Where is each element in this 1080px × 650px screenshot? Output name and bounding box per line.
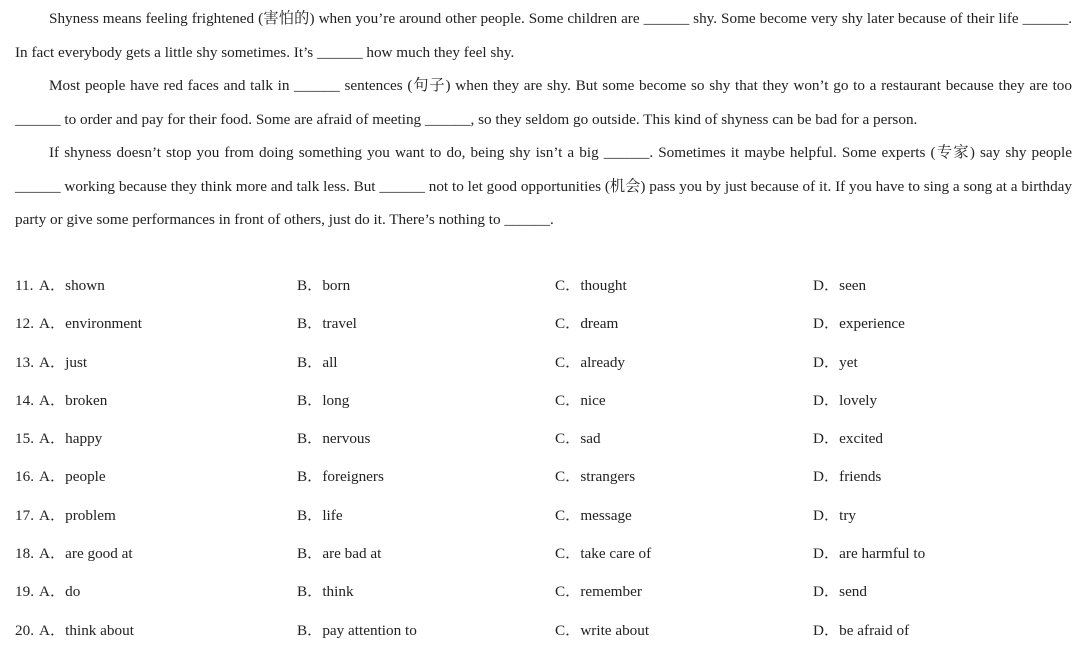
- option-text: environment: [65, 315, 142, 333]
- passage-paragraph-1: Shyness means feeling frightened (害怕的) when you’re around other people. Some children are ______ shy. Some become very shy later because of their life ______. In fact everybody gets a little shy sometimes. It’s ______ how much they feel shy.: [15, 10, 1072, 61]
- option-letter: A．: [39, 506, 66, 524]
- option-d[interactable]: [813, 267, 866, 305]
- option-a[interactable]: [39, 267, 105, 305]
- option-text: lovely: [839, 391, 878, 409]
- option-text: nice: [580, 391, 606, 409]
- option-letter: B．: [297, 277, 323, 294]
- question-row: [15, 382, 1072, 420]
- question-row: [15, 573, 1072, 611]
- option-letter: D．: [813, 583, 840, 601]
- option-letter: C．: [555, 391, 581, 409]
- question-number: 17.: [15, 506, 34, 524]
- question-number: 13.: [15, 353, 34, 371]
- option-text: take care of: [580, 545, 652, 563]
- option-letter: C．: [555, 468, 581, 486]
- option-d[interactable]: [813, 344, 858, 382]
- option-b[interactable]: [297, 382, 349, 420]
- option-text: try: [839, 506, 857, 524]
- option-text: write about: [580, 621, 650, 639]
- option-letter: D．: [813, 621, 840, 639]
- option-c[interactable]: [555, 344, 625, 382]
- option-text: dream: [580, 315, 619, 333]
- option-text: born: [322, 277, 351, 294]
- option-text: be afraid of: [839, 621, 910, 639]
- option-b[interactable]: [297, 535, 381, 573]
- option-a[interactable]: [39, 573, 80, 611]
- option-letter: A．: [39, 315, 66, 333]
- question-row: [15, 458, 1072, 496]
- option-letter: C．: [555, 315, 581, 333]
- question-number: 16.: [15, 468, 34, 486]
- option-letter: C．: [555, 545, 581, 563]
- option-text: think about: [65, 621, 134, 639]
- option-letter: C．: [555, 277, 581, 294]
- option-letter: A．: [39, 583, 66, 601]
- option-d[interactable]: [813, 458, 881, 496]
- option-letter: C．: [555, 353, 581, 371]
- option-b[interactable]: [297, 305, 357, 343]
- option-a[interactable]: [39, 497, 116, 535]
- option-letter: B．: [297, 353, 323, 371]
- passage-paragraph-3: If shyness doesn’t stop you from doing something you want to do, being shy isn’t a big ______. Sometimes it maybe helpful. Some experts (专家) say shy people ______ working because they think more and talk less. But ______ not to let good opportunities (机会) pass you by just because of it. If you have to sing a song at a birthday party or give some performances in front of others, just do it. There’s nothing to ______.: [15, 144, 1072, 228]
- option-c[interactable]: [555, 458, 635, 496]
- option-text: excited: [839, 430, 884, 448]
- option-letter: B．: [297, 430, 323, 448]
- option-a[interactable]: [39, 382, 107, 420]
- question-row: [15, 420, 1072, 458]
- option-letter: D．: [813, 545, 840, 563]
- option-letter: D．: [813, 391, 840, 409]
- option-c[interactable]: [555, 267, 627, 305]
- option-text: send: [839, 583, 867, 601]
- option-a[interactable]: [39, 305, 142, 343]
- option-text: are good at: [65, 545, 133, 563]
- option-b[interactable]: [297, 573, 354, 611]
- question-number: 12.: [15, 315, 34, 333]
- option-letter: B．: [297, 506, 323, 524]
- question-number: 11.: [15, 277, 34, 294]
- option-letter: D．: [813, 353, 840, 371]
- option-c[interactable]: [555, 305, 618, 343]
- option-text: message: [580, 506, 632, 524]
- option-a[interactable]: [39, 420, 102, 458]
- option-text: are bad at: [322, 545, 382, 563]
- option-a[interactable]: [39, 535, 133, 573]
- option-a[interactable]: [39, 612, 134, 650]
- option-text: remember: [580, 583, 642, 601]
- option-letter: D．: [813, 430, 840, 448]
- option-d[interactable]: [813, 535, 925, 573]
- option-letter: D．: [813, 468, 840, 486]
- option-text: broken: [65, 391, 108, 409]
- option-text: travel: [322, 315, 357, 333]
- option-c[interactable]: [555, 612, 649, 650]
- option-text: are harmful to: [839, 545, 926, 563]
- option-d[interactable]: [813, 497, 856, 535]
- option-text: do: [65, 583, 81, 601]
- passage-paragraph-2: Most people have red faces and talk in ______ sentences (句子) when they are shy. But some become so shy that they won’t go to a restaurant because they are too ______ to order and pay for their food. Some are afraid of meeting ______, so they seldom go outside. This kind of shyness can be bad for a person.: [15, 77, 1072, 128]
- question-number: 20.: [15, 621, 34, 639]
- option-letter: D．: [813, 277, 840, 294]
- question-number: 19.: [15, 583, 34, 601]
- option-letter: C．: [555, 430, 581, 448]
- option-text: already: [580, 353, 626, 371]
- option-text: pay attention to: [322, 621, 417, 639]
- option-c[interactable]: [555, 382, 606, 420]
- option-text: friends: [839, 468, 882, 486]
- option-letter: D．: [813, 315, 840, 333]
- question-row: [15, 535, 1072, 573]
- option-text: experience: [839, 315, 905, 333]
- question-row: [15, 612, 1072, 650]
- option-b[interactable]: [297, 458, 384, 496]
- cloze-passage: [15, 2, 1072, 237]
- option-b[interactable]: [297, 497, 343, 535]
- option-text: just: [65, 353, 88, 371]
- question-row: [15, 344, 1072, 382]
- option-text: thought: [580, 277, 627, 294]
- option-b[interactable]: [297, 420, 370, 458]
- option-letter: A．: [39, 277, 66, 294]
- option-c[interactable]: [555, 497, 632, 535]
- question-number: 14.: [15, 391, 34, 409]
- option-b[interactable]: [297, 612, 417, 650]
- option-b[interactable]: [297, 344, 338, 382]
- option-letter: C．: [555, 621, 581, 639]
- option-letter: A．: [39, 391, 66, 409]
- option-letter: A．: [39, 430, 66, 448]
- question-number: 18.: [15, 545, 34, 563]
- option-text: strangers: [580, 468, 636, 486]
- option-letter: B．: [297, 468, 323, 486]
- option-letter: A．: [39, 353, 66, 371]
- question-row: [15, 305, 1072, 343]
- option-letter: D．: [813, 506, 840, 524]
- answer-options-list: [15, 267, 1072, 650]
- option-d[interactable]: [813, 305, 905, 343]
- option-text: foreigners: [322, 468, 384, 486]
- question-number: 15.: [15, 430, 34, 448]
- option-text: sad: [580, 430, 601, 448]
- option-letter: C．: [555, 583, 581, 601]
- question-row: [15, 497, 1072, 535]
- option-text: long: [322, 391, 350, 409]
- option-d[interactable]: [813, 573, 867, 611]
- option-text: all: [322, 353, 338, 371]
- option-b[interactable]: [297, 267, 350, 305]
- option-letter: B．: [297, 545, 323, 563]
- option-letter: B．: [297, 621, 323, 639]
- option-a[interactable]: [39, 344, 87, 382]
- option-text: yet: [839, 353, 858, 371]
- option-d[interactable]: [813, 612, 909, 650]
- question-row: [15, 267, 1072, 305]
- option-text: seen: [839, 277, 867, 294]
- option-text: problem: [65, 506, 116, 524]
- option-letter: B．: [297, 391, 323, 409]
- option-letter: C．: [555, 506, 581, 524]
- option-text: nervous: [322, 430, 371, 448]
- option-letter: B．: [297, 315, 323, 333]
- option-text: happy: [65, 430, 103, 448]
- option-letter: A．: [39, 621, 66, 639]
- option-letter: A．: [39, 468, 66, 486]
- option-text: life: [322, 506, 343, 524]
- option-letter: B．: [297, 583, 323, 601]
- option-a[interactable]: [39, 458, 106, 496]
- option-letter: A．: [39, 545, 66, 563]
- option-d[interactable]: [813, 382, 877, 420]
- option-c[interactable]: [555, 573, 642, 611]
- option-c[interactable]: [555, 420, 601, 458]
- option-text: think: [322, 583, 354, 601]
- option-c[interactable]: [555, 535, 651, 573]
- option-text: shown: [65, 277, 105, 294]
- option-text: people: [65, 468, 106, 486]
- option-d[interactable]: [813, 420, 883, 458]
